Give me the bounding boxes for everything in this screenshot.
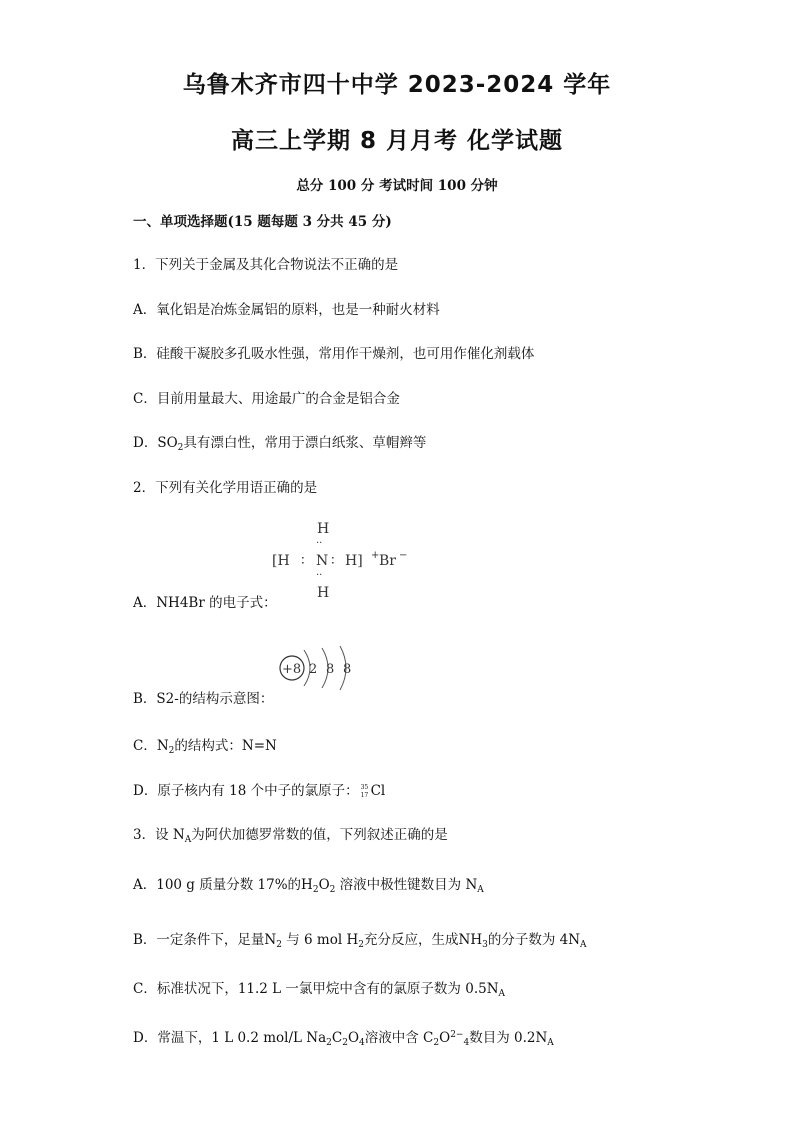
svg-text:[H: [H bbox=[272, 553, 290, 569]
nh4br-electron-formula bbox=[268, 516, 438, 602]
q1-option-b: B．硅酸干凝胶多孔吸水性强，常用作干燥剂，也可用作催化剂载体 bbox=[133, 346, 535, 362]
svg-text:∶: ∶ bbox=[331, 553, 335, 569]
svg-text:8: 8 bbox=[326, 662, 335, 677]
svg-text:2: 2 bbox=[309, 662, 318, 677]
chlorine-nuclide-notation: 35 17 bbox=[360, 783, 369, 799]
svg-text:··: ·· bbox=[316, 570, 323, 581]
q3-option-a: A．100 g 质量分数 17%的$H_2O_2$ 溶液中极性键数目为 $N_A$ bbox=[133, 877, 484, 895]
svg-text:+: + bbox=[371, 550, 380, 561]
svg-text:H]: H] bbox=[345, 553, 363, 569]
exam-title-line2: 高三上学期 8 月月考 化学试题 bbox=[230, 128, 564, 154]
svg-text:−: − bbox=[399, 550, 408, 561]
svg-text:8: 8 bbox=[343, 662, 352, 677]
svg-text:N: N bbox=[316, 553, 329, 569]
exam-subtitle: 总分 100 分 考试时间 100 分钟 bbox=[296, 178, 498, 194]
section-heading: 一、单项选择题(15 题每题 3 分共 45 分) bbox=[133, 214, 392, 230]
svg-text:+8: +8 bbox=[282, 662, 302, 677]
q3-option-b: B．一定条件下，足量$N_2$ 与 6 mol $H_2$充分反应，生成$NH_3$的分子数为 $4N_A$ bbox=[133, 932, 587, 950]
q2-option-b: B．S2-的结构示意图： bbox=[133, 691, 274, 707]
exam-title-line1: 乌鲁木齐市四十中学 2023-2024 学年 bbox=[182, 72, 612, 98]
svg-text:∶: ∶ bbox=[301, 553, 305, 569]
q1-stem: 1．下列关于金属及其化合物说法不正确的是 bbox=[133, 257, 399, 273]
q1-option-a: A．氧化铝是冶炼金属铝的原料，也是一种耐火材料 bbox=[133, 302, 440, 318]
q3-option-c: C．标准状况下，11.2 L 一氯甲烷中含有的氯原子数为 $0.5N_A$ bbox=[133, 981, 506, 999]
svg-text:··: ·· bbox=[316, 538, 323, 549]
q2-option-d: D．原子核内有 18 个中子的氯原子： 35 17 Cl bbox=[133, 783, 386, 799]
svg-text:H: H bbox=[317, 585, 330, 601]
svg-text:Br: Br bbox=[379, 553, 396, 569]
q1-option-d: D．$SO_2$具有漂白性，常用于漂白纸浆、草帽辫等 bbox=[133, 435, 427, 453]
q2-option-c: C．$N_2$的结构式：N=N bbox=[133, 738, 277, 756]
q2-stem: 2．下列有关化学用语正确的是 bbox=[133, 480, 318, 496]
q2-option-a: A．NH4Br 的电子式： bbox=[133, 595, 277, 611]
q1-option-c: C．目前用量最大、用途最广的合金是铝合金 bbox=[133, 391, 400, 407]
svg-text:H: H bbox=[317, 521, 330, 537]
q3-option-d: D．常温下，1 L 0.2 mol/L $Na_2C_2O_4$溶液中含 $C_2O^{2-}_4$数目为 $0.2N_A$ bbox=[133, 1030, 554, 1048]
q3-stem: 3．设 $N_A$为阿伏加德罗常数的值，下列叙述正确的是 bbox=[133, 827, 448, 845]
s2-ion-structure-diagram bbox=[274, 642, 366, 692]
